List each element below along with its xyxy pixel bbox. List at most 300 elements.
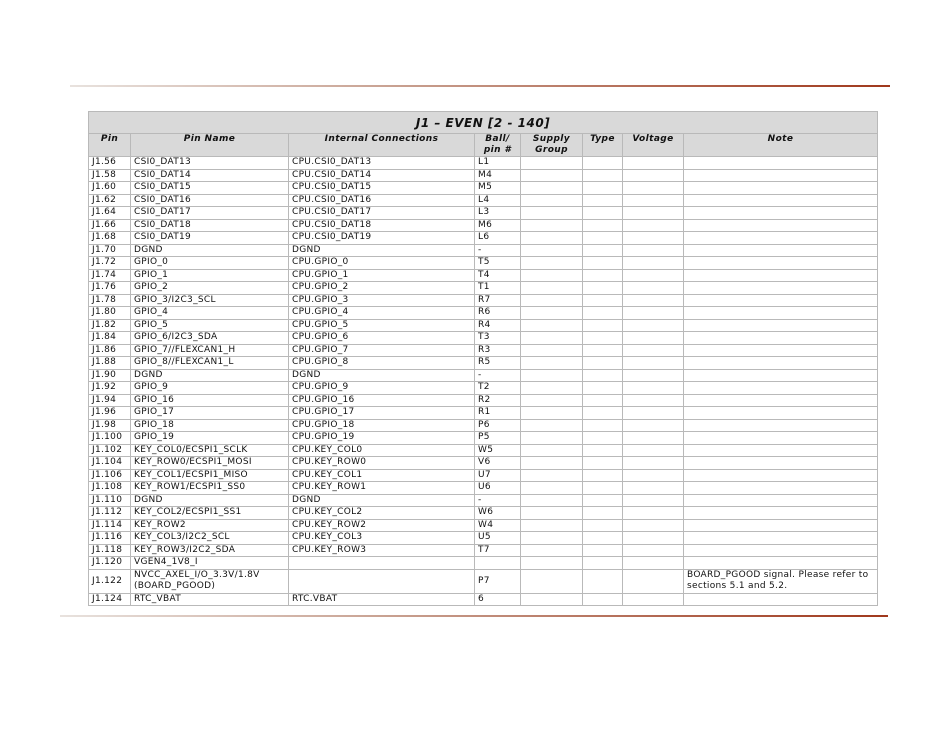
supply-group-cell (521, 557, 583, 570)
supply-group-cell (521, 182, 583, 195)
table-row (89, 244, 878, 257)
internal-connection-cell: CPU.GPIO_18 (289, 419, 475, 432)
type-cell (583, 394, 623, 407)
ball-cell: W6 (475, 507, 521, 520)
note-cell (684, 219, 878, 232)
internal-connection-cell: CPU.GPIO_7 (289, 344, 475, 357)
note-cell (684, 394, 878, 407)
note-cell (684, 269, 878, 282)
ball-cell: T7 (475, 544, 521, 557)
voltage-cell (623, 457, 684, 470)
supply-group-cell (521, 419, 583, 432)
type-cell (583, 194, 623, 207)
supply-group-cell (521, 232, 583, 245)
table-row (89, 219, 878, 232)
note-cell (684, 244, 878, 257)
internal-connection-cell: CPU.CSI0_DAT17 (289, 207, 475, 220)
type-cell (583, 307, 623, 320)
table-row (89, 557, 878, 570)
supply-group-cell (521, 507, 583, 520)
note-cell (684, 257, 878, 270)
type-cell (583, 207, 623, 220)
table-row (89, 157, 878, 170)
type-cell (583, 157, 623, 170)
ball-cell: R2 (475, 394, 521, 407)
voltage-cell (623, 182, 684, 195)
internal-connection-cell: CPU.KEY_COL0 (289, 444, 475, 457)
type-cell (583, 419, 623, 432)
note-cell (684, 457, 878, 470)
internal-connection-cell: CPU.CSI0_DAT14 (289, 169, 475, 182)
pinout-table (88, 111, 878, 606)
voltage-cell (623, 232, 684, 245)
pin-cell: J1.106 (89, 469, 131, 482)
col-header-voltage: Voltage (623, 134, 684, 157)
type-cell (583, 469, 623, 482)
table-row (89, 444, 878, 457)
supply-group-cell (521, 444, 583, 457)
ball-cell: M4 (475, 169, 521, 182)
internal-connection-cell: CPU.GPIO_2 (289, 282, 475, 295)
pin-name-cell: GPIO_16 (131, 394, 289, 407)
type-cell (583, 282, 623, 295)
table-row (89, 593, 878, 606)
pin-cell: J1.70 (89, 244, 131, 257)
header-rule (70, 85, 890, 87)
col-header-pin: Pin (89, 134, 131, 157)
voltage-cell (623, 557, 684, 570)
note-cell (684, 169, 878, 182)
table-row (89, 382, 878, 395)
pin-name-cell: DGND (131, 369, 289, 382)
type-cell (583, 494, 623, 507)
pin-cell: J1.112 (89, 507, 131, 520)
supply-group-cell (521, 257, 583, 270)
supply-group-cell (521, 282, 583, 295)
pin-cell: J1.122 (89, 569, 131, 593)
supply-group-cell (521, 432, 583, 445)
internal-connection-cell: DGND (289, 244, 475, 257)
type-cell (583, 407, 623, 420)
voltage-cell (623, 257, 684, 270)
table-row (89, 507, 878, 520)
supply-group-cell (521, 219, 583, 232)
note-cell (684, 507, 878, 520)
pin-name-cell: GPIO_5 (131, 319, 289, 332)
type-cell (583, 219, 623, 232)
col-header-internal-connections: Internal Connections (289, 134, 475, 157)
note-cell (684, 369, 878, 382)
type-cell (583, 244, 623, 257)
supply-group-cell (521, 244, 583, 257)
pin-cell: J1.78 (89, 294, 131, 307)
supply-group-cell (521, 469, 583, 482)
table-row (89, 457, 878, 470)
note-cell (684, 357, 878, 370)
pin-name-cell: KEY_ROW1/ECSPI1_SS0 (131, 482, 289, 495)
pin-name-cell: CSI0_DAT14 (131, 169, 289, 182)
ball-cell: V6 (475, 457, 521, 470)
internal-connection-cell (289, 569, 475, 593)
table-row (89, 257, 878, 270)
voltage-cell (623, 507, 684, 520)
pin-cell: J1.60 (89, 182, 131, 195)
internal-connection-cell: CPU.KEY_COL3 (289, 532, 475, 545)
table-row (89, 344, 878, 357)
type-cell (583, 332, 623, 345)
voltage-cell (623, 332, 684, 345)
internal-connection-cell: CPU.CSI0_DAT15 (289, 182, 475, 195)
table-row (89, 194, 878, 207)
col-header-pin-name: Pin Name (131, 134, 289, 157)
internal-connection-cell: CPU.GPIO_8 (289, 357, 475, 370)
supply-group-cell (521, 207, 583, 220)
pin-name-cell: GPIO_6/I2C3_SDA (131, 332, 289, 345)
ball-cell: L3 (475, 207, 521, 220)
note-cell (684, 194, 878, 207)
ball-cell: R5 (475, 357, 521, 370)
ball-cell: L1 (475, 157, 521, 170)
note-cell (684, 482, 878, 495)
internal-connection-cell: CPU.KEY_ROW0 (289, 457, 475, 470)
pin-cell: J1.104 (89, 457, 131, 470)
note-cell (684, 469, 878, 482)
pin-cell: J1.124 (89, 593, 131, 606)
type-cell (583, 369, 623, 382)
type-cell (583, 269, 623, 282)
internal-connection-cell: DGND (289, 369, 475, 382)
table-row (89, 319, 878, 332)
table-row (89, 519, 878, 532)
ball-cell: U7 (475, 469, 521, 482)
supply-group-cell (521, 332, 583, 345)
pin-cell: J1.76 (89, 282, 131, 295)
note-cell (684, 332, 878, 345)
internal-connection-cell: CPU.CSI0_DAT16 (289, 194, 475, 207)
voltage-cell (623, 194, 684, 207)
voltage-cell (623, 494, 684, 507)
ball-cell: - (475, 494, 521, 507)
ball-cell: W5 (475, 444, 521, 457)
type-cell (583, 344, 623, 357)
pin-name-cell: KEY_ROW0/ECSPI1_MOSI (131, 457, 289, 470)
ball-cell: R3 (475, 344, 521, 357)
note-cell (684, 519, 878, 532)
ball-cell: P7 (475, 569, 521, 593)
note-cell (684, 344, 878, 357)
supply-group-cell (521, 394, 583, 407)
voltage-cell (623, 169, 684, 182)
table-title: J1 – EVEN [2 - 140] (89, 112, 878, 134)
table-row (89, 544, 878, 557)
ball-cell: R7 (475, 294, 521, 307)
ball-cell: M5 (475, 182, 521, 195)
voltage-cell (623, 482, 684, 495)
voltage-cell (623, 294, 684, 307)
voltage-cell (623, 444, 684, 457)
voltage-cell (623, 319, 684, 332)
internal-connection-cell: CPU.KEY_ROW3 (289, 544, 475, 557)
internal-connection-cell: CPU.CSI0_DAT19 (289, 232, 475, 245)
note-cell (684, 444, 878, 457)
ball-cell: 6 (475, 593, 521, 606)
table-row (89, 232, 878, 245)
voltage-cell (623, 469, 684, 482)
note-cell (684, 407, 878, 420)
type-cell (583, 482, 623, 495)
table-row (89, 282, 878, 295)
supply-group-cell (521, 593, 583, 606)
pin-cell: J1.56 (89, 157, 131, 170)
ball-cell (475, 557, 521, 570)
table-row (89, 294, 878, 307)
voltage-cell (623, 369, 684, 382)
internal-connection-cell: CPU.KEY_ROW1 (289, 482, 475, 495)
pin-name-cell: NVCC_AXEL_I/O_3.3V/1.8V (BOARD_PGOOD) (131, 569, 289, 593)
internal-connection-cell: CPU.GPIO_17 (289, 407, 475, 420)
table-row (89, 269, 878, 282)
table-row (89, 432, 878, 445)
pin-cell: J1.96 (89, 407, 131, 420)
pin-cell: J1.88 (89, 357, 131, 370)
pin-cell: J1.58 (89, 169, 131, 182)
type-cell (583, 444, 623, 457)
table-row (89, 419, 878, 432)
ball-cell: R1 (475, 407, 521, 420)
ball-cell: M6 (475, 219, 521, 232)
pin-name-cell: KEY_ROW2 (131, 519, 289, 532)
pin-name-cell: GPIO_19 (131, 432, 289, 445)
pin-name-cell: CSI0_DAT13 (131, 157, 289, 170)
table-body (89, 157, 878, 606)
internal-connection-cell: CPU.GPIO_4 (289, 307, 475, 320)
type-cell (583, 569, 623, 593)
table-row (89, 182, 878, 195)
type-cell (583, 232, 623, 245)
pin-cell: J1.82 (89, 319, 131, 332)
pin-cell: J1.114 (89, 519, 131, 532)
note-cell (684, 157, 878, 170)
pin-cell: J1.84 (89, 332, 131, 345)
pin-name-cell: GPIO_2 (131, 282, 289, 295)
pin-name-cell: GPIO_0 (131, 257, 289, 270)
pin-name-cell: GPIO_7//FLEXCAN1_H (131, 344, 289, 357)
type-cell (583, 319, 623, 332)
supply-group-cell (521, 369, 583, 382)
pin-name-cell: CSI0_DAT17 (131, 207, 289, 220)
supply-group-cell (521, 519, 583, 532)
voltage-cell (623, 532, 684, 545)
pin-cell: J1.92 (89, 382, 131, 395)
voltage-cell (623, 394, 684, 407)
ball-cell: L6 (475, 232, 521, 245)
table-row (89, 482, 878, 495)
internal-connection-cell: CPU.GPIO_5 (289, 319, 475, 332)
voltage-cell (623, 593, 684, 606)
ball-cell: T4 (475, 269, 521, 282)
pin-cell: J1.72 (89, 257, 131, 270)
ball-cell: U6 (475, 482, 521, 495)
internal-connection-cell: DGND (289, 494, 475, 507)
table-row (89, 469, 878, 482)
pin-name-cell: KEY_COL2/ECSPI1_SS1 (131, 507, 289, 520)
pin-name-cell: GPIO_1 (131, 269, 289, 282)
supply-group-cell (521, 532, 583, 545)
internal-connection-cell: CPU.GPIO_6 (289, 332, 475, 345)
col-header-supply-group: Supply Group (521, 134, 583, 157)
internal-connection-cell: CPU.GPIO_0 (289, 257, 475, 270)
supply-group-cell (521, 407, 583, 420)
ball-cell: U5 (475, 532, 521, 545)
pin-name-cell: GPIO_4 (131, 307, 289, 320)
supply-group-cell (521, 319, 583, 332)
voltage-cell (623, 344, 684, 357)
ball-cell: - (475, 369, 521, 382)
pin-cell: J1.102 (89, 444, 131, 457)
supply-group-cell (521, 357, 583, 370)
note-cell (684, 319, 878, 332)
note-cell (684, 182, 878, 195)
pin-cell: J1.118 (89, 544, 131, 557)
supply-group-cell (521, 544, 583, 557)
voltage-cell (623, 432, 684, 445)
pin-cell: J1.66 (89, 219, 131, 232)
pin-cell: J1.80 (89, 307, 131, 320)
voltage-cell (623, 219, 684, 232)
pin-name-cell: CSI0_DAT19 (131, 232, 289, 245)
note-cell (684, 232, 878, 245)
note-cell (684, 557, 878, 570)
note-cell (684, 432, 878, 445)
voltage-cell (623, 419, 684, 432)
pin-name-cell: RTC_VBAT (131, 593, 289, 606)
voltage-cell (623, 207, 684, 220)
internal-connection-cell: CPU.KEY_ROW2 (289, 519, 475, 532)
note-cell (684, 544, 878, 557)
col-header-ball-pin: Ball/ pin # (475, 134, 521, 157)
note-cell (684, 382, 878, 395)
internal-connection-cell: CPU.KEY_COL1 (289, 469, 475, 482)
voltage-cell (623, 407, 684, 420)
pin-cell: J1.108 (89, 482, 131, 495)
pin-name-cell: CSI0_DAT18 (131, 219, 289, 232)
ball-cell: W4 (475, 519, 521, 532)
voltage-cell (623, 244, 684, 257)
internal-connection-cell: RTC.VBAT (289, 593, 475, 606)
voltage-cell (623, 519, 684, 532)
supply-group-cell (521, 569, 583, 593)
ball-cell: R6 (475, 307, 521, 320)
table-row (89, 169, 878, 182)
ball-cell: P5 (475, 432, 521, 445)
pin-cell: J1.62 (89, 194, 131, 207)
table-row (89, 532, 878, 545)
voltage-cell (623, 357, 684, 370)
pin-cell: J1.98 (89, 419, 131, 432)
type-cell (583, 593, 623, 606)
type-cell (583, 557, 623, 570)
pin-name-cell: CSI0_DAT15 (131, 182, 289, 195)
voltage-cell (623, 269, 684, 282)
internal-connection-cell: CPU.KEY_COL2 (289, 507, 475, 520)
supply-group-cell (521, 344, 583, 357)
pin-cell: J1.64 (89, 207, 131, 220)
type-cell (583, 532, 623, 545)
note-cell (684, 494, 878, 507)
supply-group-cell (521, 157, 583, 170)
note-cell (684, 532, 878, 545)
type-cell (583, 507, 623, 520)
type-cell (583, 432, 623, 445)
type-cell (583, 457, 623, 470)
type-cell (583, 544, 623, 557)
ball-cell: T5 (475, 257, 521, 270)
pin-name-cell: DGND (131, 244, 289, 257)
supply-group-cell (521, 294, 583, 307)
ball-cell: P6 (475, 419, 521, 432)
voltage-cell (623, 544, 684, 557)
note-cell (684, 207, 878, 220)
pin-name-cell: KEY_ROW3/I2C2_SDA (131, 544, 289, 557)
note-cell (684, 593, 878, 606)
ball-cell: T3 (475, 332, 521, 345)
voltage-cell (623, 282, 684, 295)
pin-cell: J1.94 (89, 394, 131, 407)
type-cell (583, 169, 623, 182)
supply-group-cell (521, 307, 583, 320)
pin-name-cell: GPIO_17 (131, 407, 289, 420)
internal-connection-cell (289, 557, 475, 570)
pin-name-cell: GPIO_18 (131, 419, 289, 432)
supply-group-cell (521, 269, 583, 282)
table-row (89, 357, 878, 370)
footer-rule (60, 615, 888, 617)
col-header-type: Type (583, 134, 623, 157)
pin-name-cell: GPIO_3/I2C3_SCL (131, 294, 289, 307)
table-row (89, 494, 878, 507)
internal-connection-cell: CPU.GPIO_1 (289, 269, 475, 282)
table-row (89, 207, 878, 220)
col-header-note: Note (684, 134, 878, 157)
type-cell (583, 294, 623, 307)
table-row (89, 307, 878, 320)
internal-connection-cell: CPU.GPIO_16 (289, 394, 475, 407)
internal-connection-cell: CPU.GPIO_19 (289, 432, 475, 445)
ball-cell: T2 (475, 382, 521, 395)
table-row (89, 369, 878, 382)
internal-connection-cell: CPU.CSI0_DAT13 (289, 157, 475, 170)
pin-name-cell: KEY_COL1/ECSPI1_MISO (131, 469, 289, 482)
pin-name-cell: GPIO_9 (131, 382, 289, 395)
voltage-cell (623, 307, 684, 320)
note-cell (684, 282, 878, 295)
type-cell (583, 382, 623, 395)
note-cell: BOARD_PGOOD signal. Please refer to sections 5.1 and 5.2. (684, 569, 878, 593)
table-row (89, 407, 878, 420)
ball-cell: R4 (475, 319, 521, 332)
supply-group-cell (521, 457, 583, 470)
supply-group-cell (521, 194, 583, 207)
pin-name-cell: GPIO_8//FLEXCAN1_L (131, 357, 289, 370)
internal-connection-cell: CPU.CSI0_DAT18 (289, 219, 475, 232)
voltage-cell (623, 157, 684, 170)
pin-cell: J1.120 (89, 557, 131, 570)
ball-cell: L4 (475, 194, 521, 207)
note-cell (684, 294, 878, 307)
table-row (89, 332, 878, 345)
ball-cell: - (475, 244, 521, 257)
table-row (89, 569, 878, 593)
